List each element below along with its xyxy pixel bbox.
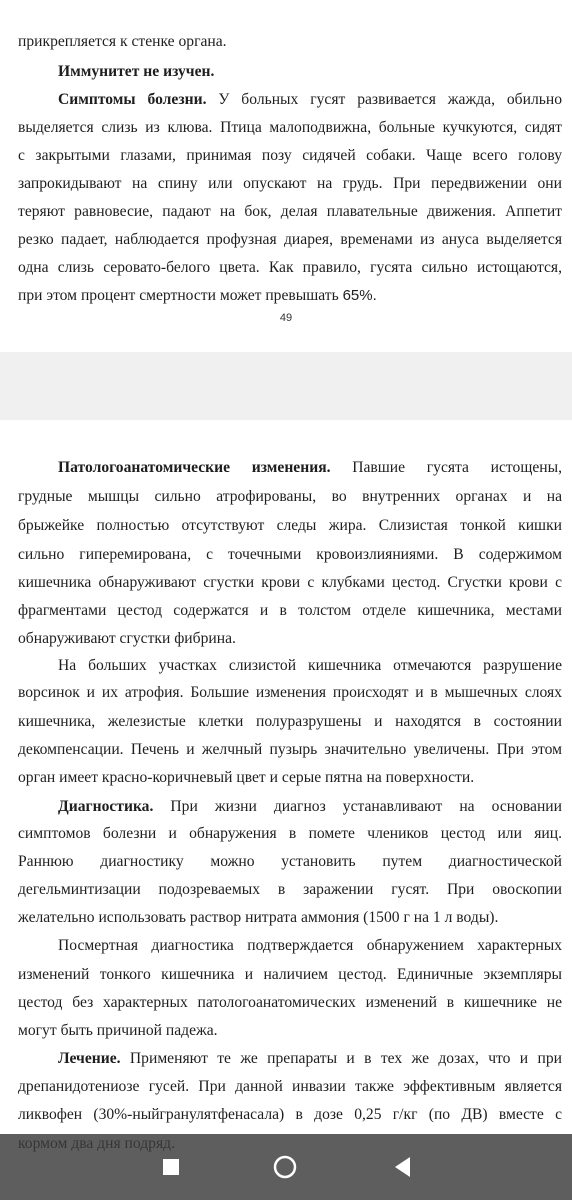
- text-line: кишечника, железистые клетки полуразрушены и находятся в состоянии: [18, 713, 562, 730]
- text-line: симптомов болезни и обнаружения в помете члеников цестод или яиц.: [18, 825, 562, 842]
- text-line: резко падает, наблюдается профузная диарея, временами из ануса выделяется: [18, 231, 562, 248]
- text-line: цестод без характерных патологоанатомических изменений в кишечнике не: [18, 994, 562, 1011]
- home-icon[interactable]: [272, 1154, 298, 1180]
- text-line: ликвофен (30%-ныйгранулятфенасала) в дозе 0,25 г/кг (по ДВ) вместе с: [18, 1106, 562, 1123]
- text-line: кишечника обнаруживают сгустки крови с клубками цестод. Сгустки крови с: [18, 574, 562, 591]
- text-line: орган имеет красно-коричневый цвет и серые пятна на поверхности.: [18, 769, 475, 786]
- immunity-heading: Иммунитет не изучен.: [58, 63, 215, 80]
- text-line: Посмертная диагностика подтверждается обнаружением характерных: [58, 937, 562, 954]
- text-line: обнаруживают сгустки фибрина.: [18, 630, 236, 647]
- recent-apps-icon[interactable]: [158, 1154, 184, 1180]
- document-page-50[interactable]: [0, 420, 572, 1200]
- text-line: брыжейке полностью отсутствуют следы жира. Слизистая тонкой кишки: [18, 517, 562, 534]
- text-line: На больших участках слизистой кишечника отмечаются разрушение: [58, 657, 562, 674]
- text-line: одна слизь серовато-белого цвета. Как правило, гусята сильно истощаются,: [18, 259, 562, 276]
- pathology-heading: Патологоанатомические изменения.: [58, 459, 331, 476]
- back-icon[interactable]: [390, 1154, 416, 1180]
- page-separator: [0, 352, 572, 420]
- page-number: 49: [279, 312, 293, 324]
- text-line: при этом процент смертности может превышать 65%.: [18, 287, 377, 304]
- treatment-paragraph-start: Лечение. Применяют те же препараты и в тех же дозах, что и при: [58, 1050, 562, 1067]
- text-line: грудные мышцы сильно атрофированы, во внутренних органах и на: [18, 488, 562, 505]
- text-line: фрагментами цестод содержатся и в толстом отделе кишечника, местами: [18, 602, 562, 619]
- text-line: дрепанидотениозе гусей. При данной инвазии также эффективным является: [18, 1078, 562, 1095]
- text-line: желательно использовать раствор нитрата аммония (1500 г на 1 л воды).: [18, 909, 499, 926]
- text-line: прикрепляется к стенке органа.: [18, 33, 227, 50]
- text-line: ворсинок и их атрофия. Большие изменения происходят и в мышечных слоях: [18, 684, 562, 701]
- diagnostics-paragraph-start: Диагностика. При жизни диагноз устанавливают на основании: [58, 798, 562, 815]
- system-navigation-bar: [0, 1134, 572, 1200]
- text-line: декомпенсации. Печень и желчный пузырь значительно увеличены. При этом: [18, 741, 562, 758]
- diagnostics-heading: Диагностика.: [58, 798, 154, 815]
- symptoms-heading: Симптомы болезни.: [58, 91, 207, 108]
- treatment-heading: Лечение.: [58, 1050, 121, 1067]
- text-line: запрокидывают на спину или опускают на грудь. При передвижении они: [18, 175, 562, 192]
- text-line: дегельминтизации подозреваемых в заражении гусят. При овоскопии: [18, 881, 562, 898]
- text-line: выделяется слизь из клюва. Птица малоподвижна, больные кучкуются, сидят: [18, 119, 562, 136]
- mortality-percent: 65%.: [342, 287, 377, 304]
- symptoms-paragraph-start: Симптомы болезни. У больных гусят развивается жажда, обильно: [58, 91, 562, 108]
- text-line: Раннюю диагностику можно установить путем диагностической: [18, 853, 562, 870]
- text-line: сильно гиперемирована, с точечными кровоизлияниями. В содержимом: [18, 546, 562, 563]
- text-line: могут быть причиной падежа.: [18, 1022, 218, 1039]
- pathology-paragraph-start: Патологоанатомические изменения. Павшие гусята истощены,: [58, 459, 562, 476]
- text-line: теряют равновесие, падают на бок, делая плавательные движения. Аппетит: [18, 203, 562, 220]
- document-page-49: [0, 0, 572, 352]
- text-line: изменений тонкого кишечника и наличием цестод. Единичные экземпляры: [18, 966, 562, 983]
- text-line: с закрытыми глазами, принимая позу сидячей собаки. Чаще всего голову: [18, 147, 562, 164]
